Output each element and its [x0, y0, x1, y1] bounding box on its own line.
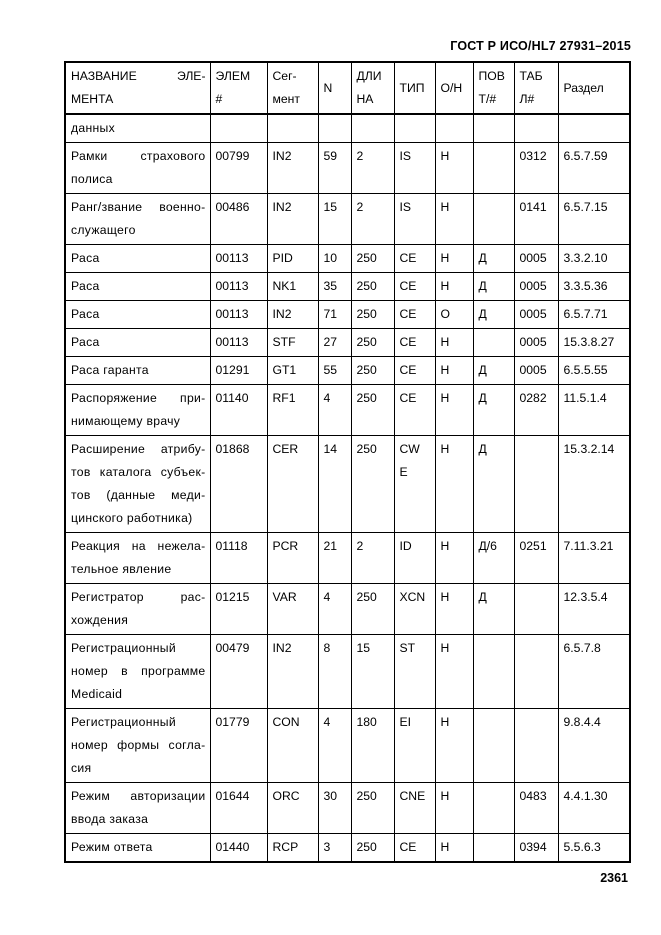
cell-len: 250 — [351, 357, 394, 385]
document-standard-header: ГОСТ Р ИСО/HL7 27931–2015 — [450, 39, 631, 53]
cell-rep — [473, 194, 514, 245]
cell-seg: STF — [267, 329, 318, 357]
cell-type: CNE — [394, 783, 435, 834]
cell-type: IS — [394, 194, 435, 245]
cell-n: 8 — [318, 635, 351, 709]
cell-section: 6.5.7.15 — [558, 194, 630, 245]
cell-tbl: 0005 — [514, 357, 558, 385]
table-row — [65, 584, 630, 635]
cell-section: 3.3.5.36 — [558, 273, 630, 301]
cell-rep: Д — [473, 584, 514, 635]
table-row — [65, 329, 630, 357]
cell-tbl: 0282 — [514, 385, 558, 436]
cell-len: 250 — [351, 385, 394, 436]
cell-seg: PCR — [267, 533, 318, 584]
cell-len: 2 — [351, 194, 394, 245]
cell-rep: Д/6 — [473, 533, 514, 584]
element-name-line: служащего — [71, 223, 136, 237]
cell-len: 250 — [351, 584, 394, 635]
table-body — [65, 114, 630, 862]
element-name-line: хождения — [71, 613, 129, 627]
cell-len: 250 — [351, 834, 394, 863]
table-row — [65, 114, 630, 143]
cell-rep: Д — [473, 273, 514, 301]
cell-element-name — [65, 245, 210, 273]
cell-on: Н — [435, 245, 473, 273]
cell-tbl — [514, 114, 558, 143]
cell-seg: NK1 — [267, 273, 318, 301]
cell-seg: PID — [267, 245, 318, 273]
cell-elem: 01291 — [210, 357, 267, 385]
table-row — [65, 245, 630, 273]
cell-elem: 01140 — [210, 385, 267, 436]
cell-rep — [473, 143, 514, 194]
cell-element-name — [65, 436, 210, 533]
cell-tbl: 0005 — [514, 245, 558, 273]
cell-type: CE — [394, 385, 435, 436]
cell-type: EI — [394, 709, 435, 783]
cell-tbl: 0141 — [514, 194, 558, 245]
cell-element-name — [65, 635, 210, 709]
element-name-line: нимающему врачу — [71, 414, 181, 428]
cell-rep: Д — [473, 245, 514, 273]
cell-element-name — [65, 357, 210, 385]
cell-seg: CER — [267, 436, 318, 533]
cell-seg — [267, 114, 318, 143]
cell-type: ST — [394, 635, 435, 709]
element-name-line: полиса — [71, 172, 113, 186]
column-header-line: НА — [356, 92, 374, 106]
column-header-name — [65, 62, 210, 114]
column-header-n — [318, 62, 351, 114]
cell-element-name — [65, 194, 210, 245]
cell-section: 6.5.7.71 — [558, 301, 630, 329]
table-row — [65, 194, 630, 245]
table-row — [65, 385, 630, 436]
cell-rep: Д — [473, 385, 514, 436]
cell-element-name — [65, 783, 210, 834]
cell-tbl — [514, 584, 558, 635]
cell-tbl: 0483 — [514, 783, 558, 834]
cell-section: 3.3.2.10 — [558, 245, 630, 273]
cell-elem: 00113 — [210, 273, 267, 301]
cell-n: 14 — [318, 436, 351, 533]
cell-tbl: 0005 — [514, 329, 558, 357]
cell-n: 4 — [318, 385, 351, 436]
element-name-line: тов каталога субъек- — [71, 465, 206, 479]
cell-section: 7.11.3.21 — [558, 533, 630, 584]
cell-len: 250 — [351, 273, 394, 301]
cell-rep — [473, 329, 514, 357]
cell-seg: IN2 — [267, 301, 318, 329]
cell-n: 35 — [318, 273, 351, 301]
cell-on: Н — [435, 385, 473, 436]
cell-type: CW E — [394, 436, 435, 533]
cell-n: 21 — [318, 533, 351, 584]
element-name-line: сия — [71, 761, 92, 775]
cell-rep — [473, 783, 514, 834]
element-name-line: цинского работника) — [71, 511, 193, 525]
column-header-type — [394, 62, 435, 114]
table-row — [65, 436, 630, 533]
element-name-line: Распоряжение при- — [71, 391, 206, 405]
table-row — [65, 143, 630, 194]
table-row — [65, 273, 630, 301]
table-row — [65, 783, 630, 834]
cell-type: CE — [394, 357, 435, 385]
cell-element-name — [65, 533, 210, 584]
element-name-line: Ранг/звание военно- — [71, 200, 206, 214]
cell-on: Н — [435, 273, 473, 301]
cell-type: CE — [394, 329, 435, 357]
cell-section: 6.5.5.55 — [558, 357, 630, 385]
cell-element-name — [65, 834, 210, 863]
cell-n: 15 — [318, 194, 351, 245]
column-header-line: НАЗВАНИЕ ЭЛЕ- — [71, 69, 206, 83]
column-header-line: О/Н — [440, 80, 463, 95]
cell-element-name — [65, 709, 210, 783]
cell-tbl — [514, 709, 558, 783]
cell-section: 15.3.8.27 — [558, 329, 630, 357]
cell-n — [318, 114, 351, 143]
column-header-line: # — [215, 92, 223, 106]
cell-section: 5.5.6.3 — [558, 834, 630, 863]
column-header-seg — [267, 62, 318, 114]
cell-elem: 01118 — [210, 533, 267, 584]
cell-seg: VAR — [267, 584, 318, 635]
cell-len: 2 — [351, 143, 394, 194]
cell-rep — [473, 709, 514, 783]
cell-on: Н — [435, 783, 473, 834]
cell-rep — [473, 114, 514, 143]
cell-n: 59 — [318, 143, 351, 194]
table-row — [65, 709, 630, 783]
cell-element-name — [65, 584, 210, 635]
cell-on: Н — [435, 635, 473, 709]
cell-on: О — [435, 301, 473, 329]
cell-on: Н — [435, 357, 473, 385]
cell-section: 4.4.1.30 — [558, 783, 630, 834]
cell-seg: IN2 — [267, 635, 318, 709]
table-row — [65, 533, 630, 584]
element-name-line: тов (данные меди- — [71, 488, 206, 502]
cell-tbl — [514, 436, 558, 533]
column-header-line: Раздел — [563, 80, 604, 95]
cell-tbl: 0312 — [514, 143, 558, 194]
cell-elem: 01440 — [210, 834, 267, 863]
cell-seg: IN2 — [267, 143, 318, 194]
cell-n: 27 — [318, 329, 351, 357]
cell-type: CE — [394, 301, 435, 329]
column-header-line: Сег- — [272, 69, 297, 83]
cell-n: 30 — [318, 783, 351, 834]
cell-n: 55 — [318, 357, 351, 385]
cell-len: 180 — [351, 709, 394, 783]
column-header-section — [558, 62, 630, 114]
cell-rep: Д — [473, 436, 514, 533]
element-name-line: номер формы согла- — [71, 738, 206, 752]
cell-elem: 01868 — [210, 436, 267, 533]
cell-on: Н — [435, 436, 473, 533]
column-header-tbl — [514, 62, 558, 114]
column-header-line: N — [323, 80, 333, 95]
page-number: 2361 — [600, 871, 628, 885]
cell-section: 6.5.7.59 — [558, 143, 630, 194]
cell-elem: 00486 — [210, 194, 267, 245]
column-header-line: ЭЛЕМ — [215, 69, 251, 83]
cell-type: ID — [394, 533, 435, 584]
table-row — [65, 301, 630, 329]
cell-rep — [473, 834, 514, 863]
element-name-line: Раса гаранта — [71, 363, 149, 377]
element-name-line: номер в программе — [71, 664, 206, 678]
column-header-rep — [473, 62, 514, 114]
cell-tbl: 0005 — [514, 273, 558, 301]
cell-element-name — [65, 273, 210, 301]
element-name-line: Medicaid — [71, 687, 123, 701]
column-header-line: Т/# — [478, 92, 497, 106]
cell-len: 250 — [351, 436, 394, 533]
cell-type: XCN — [394, 584, 435, 635]
cell-element-name — [65, 385, 210, 436]
cell-elem: 00113 — [210, 245, 267, 273]
column-header-line: Л# — [519, 92, 535, 106]
cell-element-name — [65, 114, 210, 143]
cell-seg: GT1 — [267, 357, 318, 385]
column-header-line: ТАБ — [519, 69, 543, 83]
element-name-line: Расширение атрибу- — [71, 442, 206, 456]
column-header-line: мент — [272, 92, 300, 106]
cell-tbl: 0394 — [514, 834, 558, 863]
element-name-line: Режим авторизации — [71, 789, 206, 803]
cell-on: Н — [435, 329, 473, 357]
cell-rep: Д — [473, 301, 514, 329]
cell-len: 250 — [351, 329, 394, 357]
cell-on: Н — [435, 834, 473, 863]
cell-len — [351, 114, 394, 143]
cell-on: Н — [435, 709, 473, 783]
element-name-line: тельное явление — [71, 562, 172, 576]
cell-len: 15 — [351, 635, 394, 709]
cell-on: Н — [435, 194, 473, 245]
column-header-line: ПОВ — [478, 69, 505, 83]
cell-seg: RF1 — [267, 385, 318, 436]
cell-elem: 00479 — [210, 635, 267, 709]
element-name-line: Раса — [71, 251, 100, 265]
cell-element-name — [65, 329, 210, 357]
element-name-line: Раса — [71, 307, 100, 321]
column-header-line: МЕНТА — [71, 92, 114, 106]
column-header-elem — [210, 62, 267, 114]
cell-tbl: 0251 — [514, 533, 558, 584]
element-name-line: Рамки страхового — [71, 149, 206, 163]
cell-n: 71 — [318, 301, 351, 329]
cell-seg: ORC — [267, 783, 318, 834]
element-name-line: Регистрационный — [71, 641, 176, 655]
cell-elem — [210, 114, 267, 143]
cell-seg: RCP — [267, 834, 318, 863]
element-name-line: Регистратор рас- — [71, 590, 206, 604]
cell-n: 10 — [318, 245, 351, 273]
element-name-line: Регистрационный — [71, 715, 176, 729]
cell-type — [394, 114, 435, 143]
cell-len: 250 — [351, 301, 394, 329]
cell-on: Н — [435, 533, 473, 584]
data-elements-table — [64, 61, 631, 863]
cell-on: Н — [435, 584, 473, 635]
cell-seg: CON — [267, 709, 318, 783]
cell-type: CE — [394, 273, 435, 301]
cell-tbl — [514, 635, 558, 709]
cell-rep: Д — [473, 357, 514, 385]
cell-len: 2 — [351, 533, 394, 584]
table-row — [65, 357, 630, 385]
column-header-len — [351, 62, 394, 114]
cell-on — [435, 114, 473, 143]
cell-n: 4 — [318, 584, 351, 635]
cell-section: 11.5.1.4 — [558, 385, 630, 436]
cell-elem: 00799 — [210, 143, 267, 194]
element-name-line: Раса — [71, 279, 100, 293]
cell-type: CE — [394, 834, 435, 863]
cell-element-name — [65, 143, 210, 194]
cell-tbl: 0005 — [514, 301, 558, 329]
cell-section: 12.3.5.4 — [558, 584, 630, 635]
element-name-line: Реакция на нежела- — [71, 539, 206, 553]
cell-len: 250 — [351, 783, 394, 834]
element-name-line: Режим ответа — [71, 840, 153, 854]
column-header-line: ДЛИ — [356, 69, 382, 83]
element-name-line: данных — [71, 121, 116, 135]
table-row — [65, 834, 630, 863]
cell-section: 9.8.4.4 — [558, 709, 630, 783]
table-row — [65, 635, 630, 709]
cell-elem: 01215 — [210, 584, 267, 635]
element-name-line: Раса — [71, 335, 100, 349]
cell-n: 3 — [318, 834, 351, 863]
cell-seg: IN2 — [267, 194, 318, 245]
cell-section: 6.5.7.8 — [558, 635, 630, 709]
cell-elem: 01779 — [210, 709, 267, 783]
cell-section: 15.3.2.14 — [558, 436, 630, 533]
cell-len: 250 — [351, 245, 394, 273]
cell-elem: 01644 — [210, 783, 267, 834]
column-header-line: ТИП — [399, 80, 425, 95]
column-header-on — [435, 62, 473, 114]
cell-on: Н — [435, 143, 473, 194]
cell-n: 4 — [318, 709, 351, 783]
cell-type: IS — [394, 143, 435, 194]
cell-elem: 00113 — [210, 329, 267, 357]
cell-section — [558, 114, 630, 143]
table-header-row — [65, 62, 630, 114]
cell-elem: 00113 — [210, 301, 267, 329]
element-name-line: ввода заказа — [71, 812, 149, 826]
cell-type: CE — [394, 245, 435, 273]
cell-rep — [473, 635, 514, 709]
cell-element-name — [65, 301, 210, 329]
